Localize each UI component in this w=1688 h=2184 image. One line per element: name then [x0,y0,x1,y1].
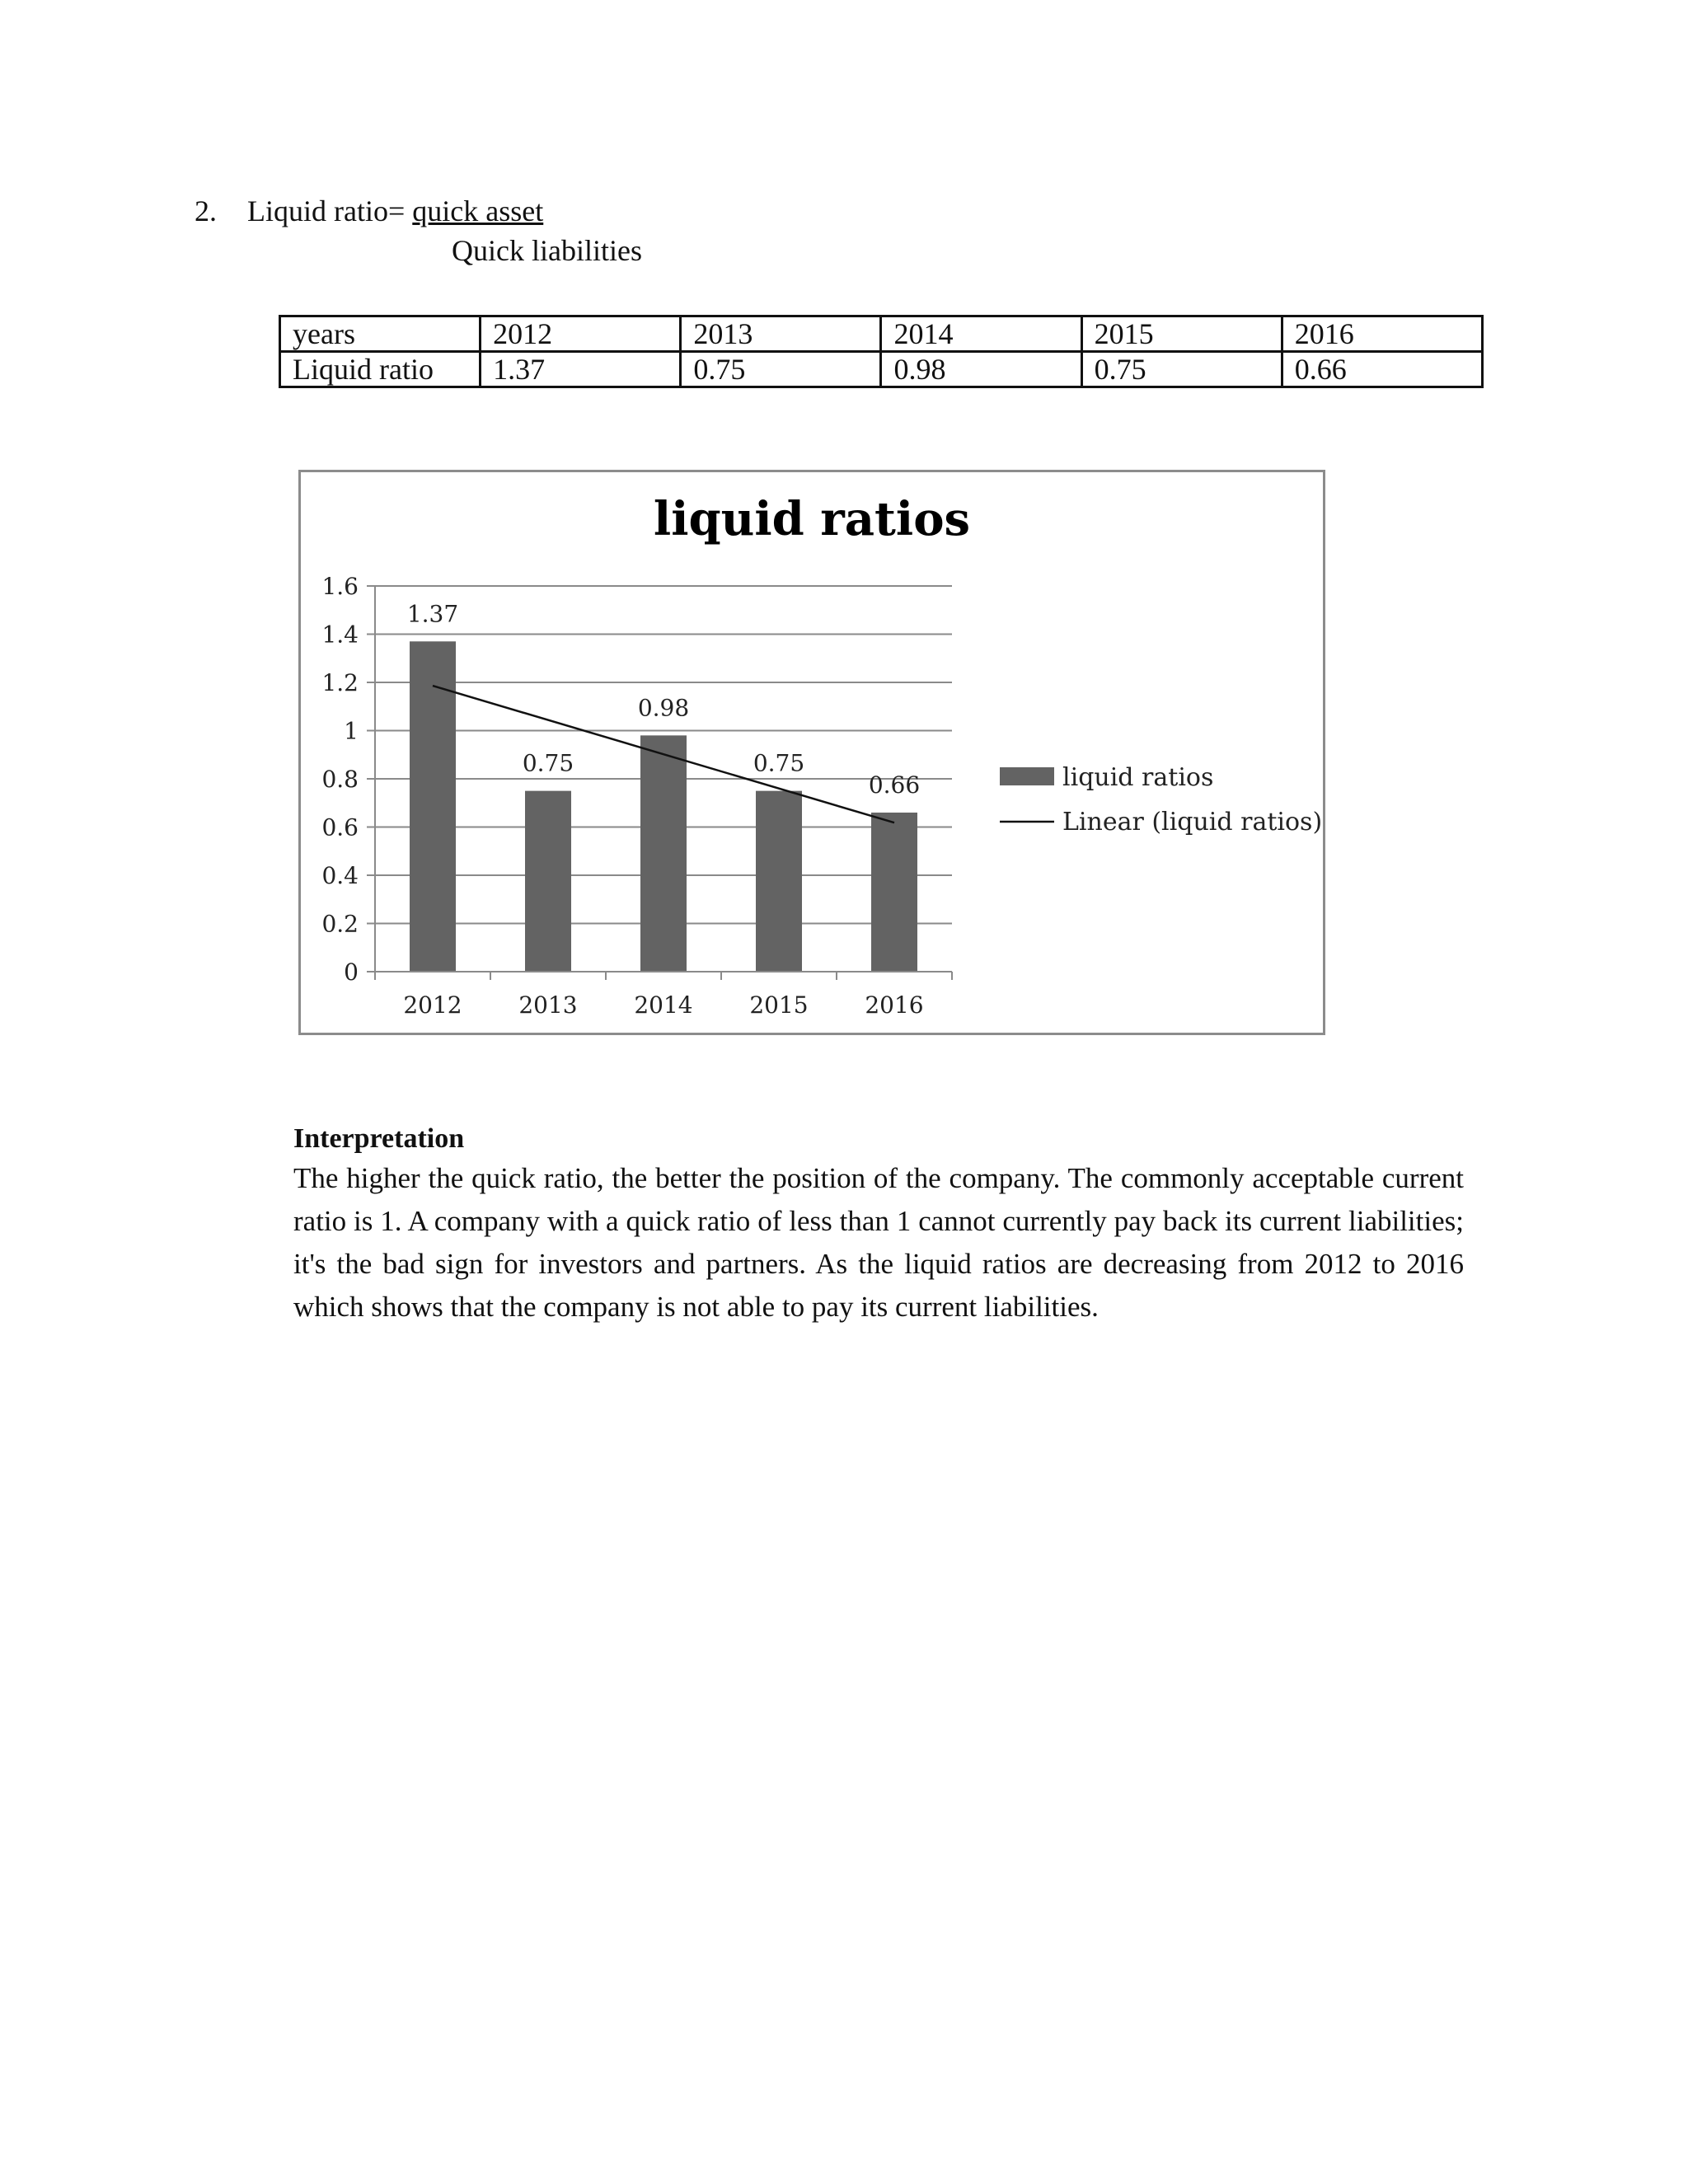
y-tick-label: 1.2 [321,669,359,696]
table-row [280,352,1483,387]
table-cell: 2016 [1282,316,1482,352]
x-tick-label: 2012 [403,991,462,1019]
chart-frame [298,470,1325,1035]
data-label: 0.66 [868,771,921,799]
formula-label: Liquid ratio= [247,194,413,227]
table-cell: Liquid ratio [280,352,481,387]
y-tick-label: 0.2 [321,910,359,938]
data-label: 0.75 [522,749,574,777]
x-tick-label: 2014 [634,991,693,1019]
table-cell: 0.75 [681,352,881,387]
table-row [280,316,1483,352]
ratio-table [279,315,1484,388]
table-cell: 2015 [1081,316,1282,352]
table-cell: 1.37 [481,352,681,387]
legend-label: liquid ratios [1062,763,1214,792]
formula-numerator: quick asset [412,194,544,227]
formula-denominator: Quick liabilities [452,234,642,267]
list-number: 2. [195,194,217,227]
legend-label: Linear (liquid ratios) [1062,808,1323,837]
table-cell: 0.98 [881,352,1081,387]
interpretation-section [293,1121,1464,1329]
legend-swatch-bar [1000,767,1054,785]
chart-bar [871,813,917,972]
table-cell: years [280,316,481,352]
table-cell: 0.66 [1282,352,1482,387]
chart-title: liquid ratios [653,492,971,546]
y-tick-label: 0.4 [321,862,359,889]
x-tick-label: 2016 [865,991,924,1019]
y-tick-label: 1.4 [321,621,359,649]
table-cell: 2014 [881,316,1081,352]
chart-bar [756,791,802,972]
x-tick-label: 2013 [518,991,578,1019]
data-label: 0.75 [753,749,805,777]
table-cell: 2012 [481,316,681,352]
y-tick-label: 0.6 [321,813,359,841]
table-cell: 0.75 [1081,352,1282,387]
data-label: 0.98 [637,694,690,722]
table-cell: 2013 [681,316,881,352]
y-tick-label: 0.8 [321,766,359,793]
chart-bar [525,791,571,972]
chart-bar [640,735,687,972]
formula-block [195,191,642,267]
interpretation-text: The higher the quick ratio, the better the position of the company. The commonly acceptable current ratio is 1. A company with a quick ratio of less than 1 cannot currently pay back its current liabilities; it's the bad sign for investors and partners. As the liquid ratios are decreasing from 2012 to 2016 which shows that the company is not able to pay its current liabilities. [293,1162,1464,1323]
y-tick-label: 0 [344,958,359,986]
bar-chart [301,472,1328,1038]
y-tick-label: 1 [344,717,359,745]
data-label: 1.37 [406,600,459,628]
interpretation-heading: Interpretation [293,1123,465,1154]
y-tick-label: 1.6 [321,573,359,600]
x-tick-label: 2015 [749,991,809,1019]
